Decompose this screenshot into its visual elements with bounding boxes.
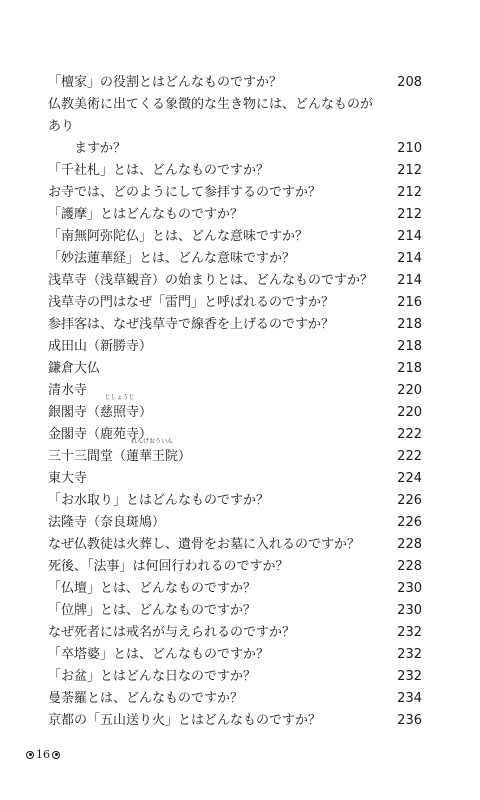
ruby-base-text: 蓮華王院 <box>126 449 179 464</box>
toc-entry-title-line1: 仏教美術に出てくる象徴的な生き物には、どんなものがあり <box>48 97 374 134</box>
toc-entry-title: お寺では、どのようにして参拝するのですか？ <box>48 185 322 200</box>
page-number-text: 16 <box>36 748 50 761</box>
furigana: れんげおういん <box>131 438 174 445</box>
toc-entry[interactable] <box>48 160 422 182</box>
toc-entry-title: なぜ仏教徒は火葬し、遺骨をお墓に入れるのですか？ <box>48 537 361 552</box>
toc-entry-page: 232 <box>397 625 422 640</box>
toc-entry[interactable] <box>48 600 422 622</box>
toc-entry[interactable] <box>48 248 422 270</box>
toc-entry-page: 226 <box>397 493 422 508</box>
toc-entry[interactable] <box>48 72 422 94</box>
toc-entry[interactable] <box>48 314 422 336</box>
toc-entry-page: 212 <box>397 163 422 178</box>
toc-entry[interactable] <box>48 556 422 578</box>
toc-entry-page: 222 <box>397 449 422 464</box>
toc-entry-page: 236 <box>397 713 422 728</box>
toc-entry-page: 228 <box>397 559 422 574</box>
toc-entry-title: 「仏壇」とは、どんなものですか？ <box>48 581 257 596</box>
toc-entry[interactable] <box>48 468 422 490</box>
toc-entry-title-line2: ますか？ <box>74 141 127 156</box>
toc-entry-title <box>48 94 422 160</box>
toc-entry-page: 218 <box>397 361 422 376</box>
toc-entry[interactable] <box>48 358 422 380</box>
toc-entry-title <box>48 394 422 424</box>
toc-entry[interactable] <box>48 710 422 732</box>
toc-entry-title: 「妙法蓮華経」とは、どんな意味ですか？ <box>48 251 296 266</box>
toc-entry-page: 212 <box>397 185 422 200</box>
toc-entry-title: 京都の「五山送り火」とはどんなものですか？ <box>48 713 322 728</box>
toc-entry-page: 218 <box>397 317 422 332</box>
toc-entry[interactable] <box>48 490 422 512</box>
bullet-icon <box>26 751 34 759</box>
toc-entry-title: 「お水取り」とはどんなものですか？ <box>48 493 270 508</box>
toc-entry-title: 「千社札」とは、どんなものですか？ <box>48 163 270 178</box>
toc-entry-title: 「南無阿弥陀仏」とは、どんな意味ですか？ <box>48 229 309 244</box>
toc-entry[interactable] <box>48 578 422 600</box>
toc-entry-title: 鎌倉大仏 <box>48 361 101 376</box>
toc-entry-title: 「卒塔婆」とは、どんなものですか？ <box>48 647 270 662</box>
toc-entry-title: 「位牌」とは、どんなものですか？ <box>48 603 257 618</box>
toc-entry[interactable] <box>48 336 422 358</box>
toc-entry[interactable] <box>48 204 422 226</box>
toc-entry-title: 死後、「法事」は何回行われるのですか？ <box>48 559 289 574</box>
toc-entry[interactable] <box>48 424 422 446</box>
toc-entry-page: 220 <box>397 405 422 420</box>
toc-entry-page: 214 <box>397 273 422 288</box>
ruby-base-text: 慈照寺 <box>100 405 140 420</box>
toc-entry-page: 234 <box>397 691 422 706</box>
toc-entry[interactable] <box>48 226 422 248</box>
toc-entry-title <box>48 438 422 468</box>
toc-entry-page: 224 <box>397 471 422 486</box>
toc-entry-title: 浅草寺の門はなぜ「雷門」と呼ばれるのですか？ <box>48 295 335 310</box>
toc-entry-page: 232 <box>397 669 422 684</box>
toc-entry-title: 「護摩」とはどんなものですか？ <box>48 207 244 222</box>
toc-entry-page: 226 <box>397 515 422 530</box>
toc-entry-title: 清水寺 <box>48 383 88 398</box>
toc-entry-page: 216 <box>397 295 422 310</box>
table-of-contents <box>48 72 422 732</box>
toc-entry-page: 210 <box>397 141 422 156</box>
toc-entry[interactable] <box>48 666 422 688</box>
toc-entry[interactable] <box>48 182 422 204</box>
toc-entry[interactable] <box>48 270 422 292</box>
toc-entry[interactable] <box>48 438 422 468</box>
toc-entry-page: 232 <box>397 647 422 662</box>
toc-entry-title: 曼荼羅とは、どんなものですか？ <box>48 691 244 706</box>
toc-entry-page: 208 <box>397 75 422 90</box>
toc-entry[interactable] <box>48 394 422 424</box>
toc-entry[interactable] <box>48 94 422 160</box>
toc-entry-page: 214 <box>397 251 422 266</box>
ruby-base <box>100 394 140 424</box>
toc-entry-title: 浅草寺（浅草観音）の始まりとは、どんなものですか？ <box>48 273 374 288</box>
toc-entry-title: 参拝客は、なぜ浅草寺で線香を上げるのですか？ <box>48 317 335 332</box>
toc-entry-page: 228 <box>397 537 422 552</box>
toc-entry-title: 「檀家」の役割とはどんなものですか？ <box>48 75 283 90</box>
toc-entry[interactable] <box>48 292 422 314</box>
toc-entry-title: 法隆寺（奈良斑鳩） <box>48 515 166 530</box>
toc-entry[interactable] <box>48 622 422 644</box>
toc-entry-title-pre: 三十三間堂（ <box>48 449 127 464</box>
toc-entry-title-pre: 銀閣寺（ <box>48 405 101 420</box>
furigana: じしょうじ <box>104 394 135 401</box>
toc-entry-title: 「お盆」とはどんな日なのですか？ <box>48 669 257 684</box>
toc-entry-page: 220 <box>397 383 422 398</box>
toc-entry[interactable] <box>48 534 422 556</box>
page-number <box>26 748 60 761</box>
toc-entry-title-post: ） <box>178 449 192 464</box>
toc-entry-page: 230 <box>397 603 422 618</box>
toc-entry-title: 成田山（新勝寺） <box>48 339 153 354</box>
toc-entry-page: 212 <box>397 207 422 222</box>
bullet-icon <box>52 751 60 759</box>
toc-entry-title: 金閣寺（鹿苑寺） <box>48 427 153 442</box>
toc-entry-title: 東大寺 <box>48 471 88 486</box>
toc-entry[interactable] <box>48 688 422 710</box>
toc-entry-page: 214 <box>397 229 422 244</box>
toc-entry-page: 222 <box>397 427 422 442</box>
toc-entry[interactable] <box>48 644 422 666</box>
toc-entry-title-post: ） <box>139 405 153 420</box>
toc-entry-page: 230 <box>397 581 422 596</box>
toc-entry-title: なぜ死者には戒名が与えられるのですか？ <box>48 625 296 640</box>
ruby-base <box>126 438 179 468</box>
toc-entry-page: 218 <box>397 339 422 354</box>
toc-entry[interactable] <box>48 512 422 534</box>
